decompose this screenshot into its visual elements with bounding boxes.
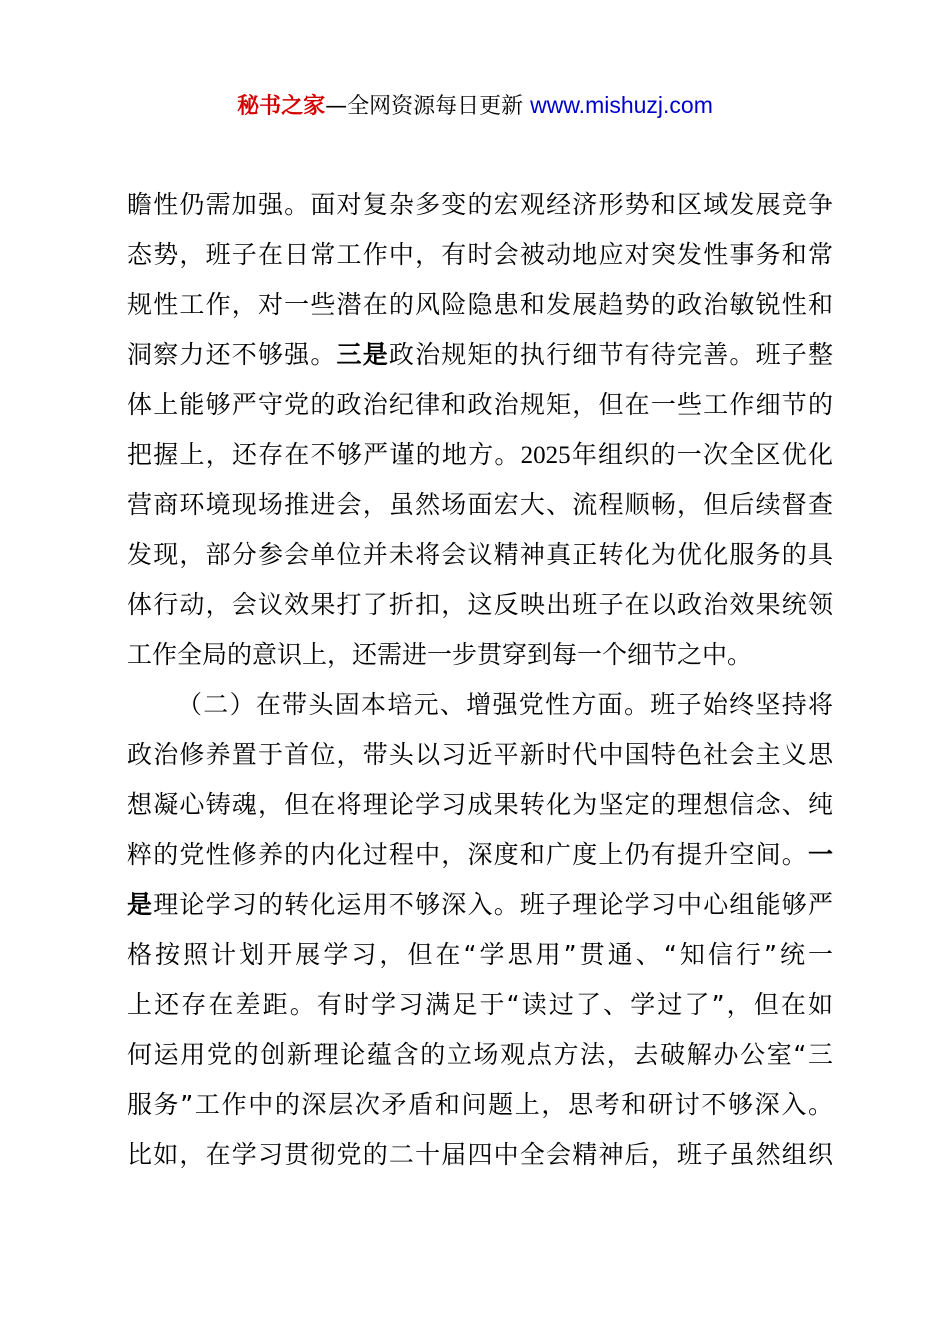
- text-line: 想凝心铸魂，但在将理论学习成果转化为坚定的理想信念、纯: [127, 790, 833, 819]
- text-line: 态势，班子在日常工作中，有时会被动地应对突发性事务和常: [127, 240, 833, 269]
- text-line: 上还存在差距。有时学习满足于“读过了、学过了”，但在如: [127, 990, 833, 1019]
- text-line: 体上能够严守党的政治纪律和政治规矩，但在一些工作细节的: [127, 390, 833, 419]
- bold-marker: 三是: [336, 340, 389, 369]
- text-line: 何运用党的创新理论蕴含的立场观点方法，去破解办公室“三: [127, 1040, 833, 1069]
- document-body: [127, 180, 833, 1180]
- text-line: 营商环境现场推进会，虽然场面宏大、流程顺畅，但后续督查: [127, 490, 833, 519]
- text-line: 把握上，还存在不够严谨的地方。2025年组织的一次全区优化: [127, 440, 833, 469]
- text-line: 体行动，会议效果打了折扣，这反映出班子在以政治效果统领: [127, 590, 833, 619]
- text-line: 是理论学习的转化运用不够深入。班子理论学习中心组能够严: [127, 890, 833, 919]
- header-tagline: —全网资源每日更新: [325, 94, 524, 119]
- bold-marker: 是: [127, 890, 154, 919]
- text-line: 比如，在学习贯彻党的二十届四中全会精神后，班子虽然组织: [127, 1140, 833, 1169]
- text-line: 发现，部分参会单位并未将会议精神真正转化为优化服务的具: [127, 540, 833, 569]
- text-line: 瞻性仍需加强。面对复杂多变的宏观经济形势和区域发展竞争: [127, 190, 833, 219]
- text-line: 格按照计划开展学习，但在“学思用”贯通、“知信行”统一: [127, 940, 833, 969]
- site-header: [0, 88, 950, 124]
- text-line: 粹的党性修养的内化过程中，深度和广度上仍有提升空间。一: [127, 840, 833, 869]
- text-line: 规性工作，对一些潜在的风险隐患和发展趋势的政治敏锐性和: [127, 290, 833, 319]
- text-line: 政治修养置于首位，带头以习近平新时代中国特色社会主义思: [127, 740, 833, 769]
- text-line: （二）在带头固本培元、增强党性方面。班子始终坚持将: [177, 690, 833, 719]
- site-url-link[interactable]: www.mishuzj.com: [530, 92, 713, 118]
- text-line: 工作全局的意识上，还需进一步贯穿到每一个细节之中。: [127, 640, 753, 669]
- bold-marker: 一: [807, 840, 833, 869]
- year-number: 2025: [520, 442, 571, 469]
- text-line: 服务”工作中的深层次矛盾和问题上，思考和研讨不够深入。: [127, 1090, 833, 1119]
- text-line: 洞察力还不够强。三是政治规矩的执行细节有待完善。班子整: [127, 340, 833, 369]
- brand-name: 秘书之家: [237, 94, 326, 119]
